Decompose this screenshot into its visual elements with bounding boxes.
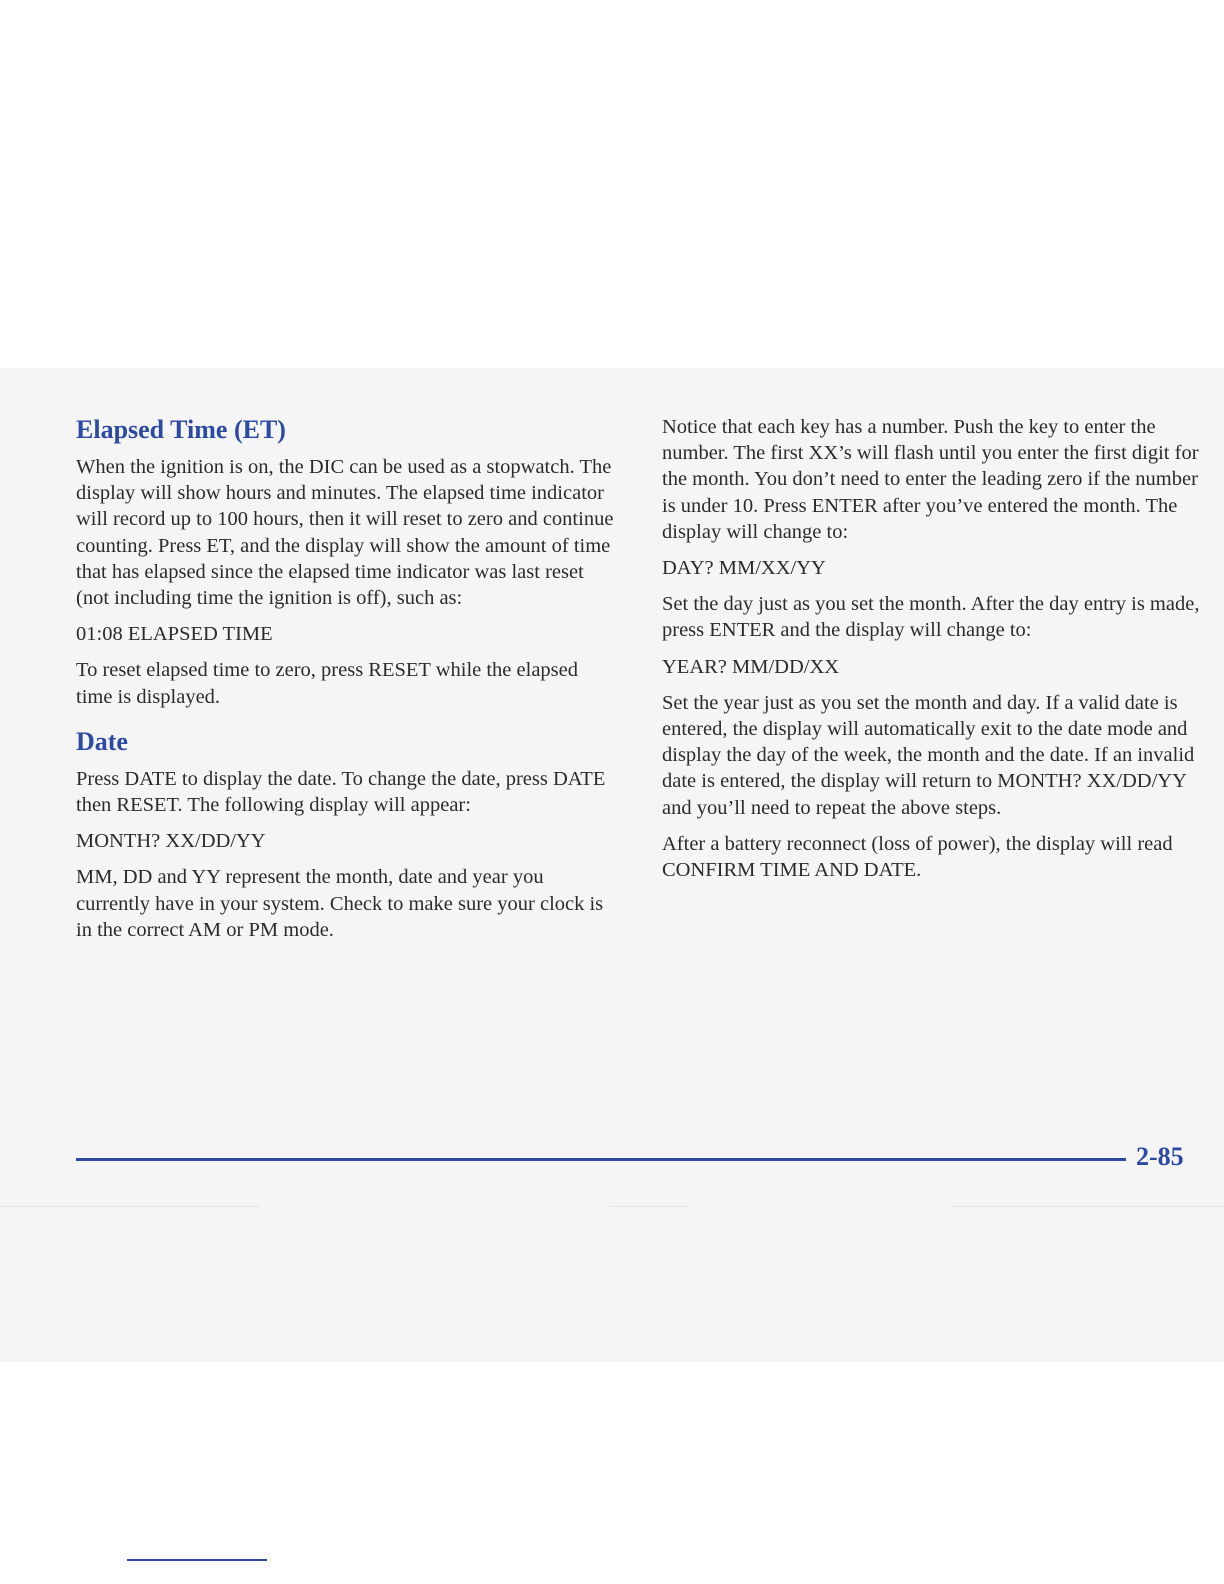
month-display-example: MONTH? XX/DD/YY (76, 830, 266, 853)
faint-rule-right (950, 1206, 1224, 1207)
right-column (662, 414, 1212, 893)
day-display-example: DAY? MM/XX/YY (662, 557, 826, 580)
date-instruction: Press DATE to display the date. To change the date, press DATE then RESET. The following display will appear: (76, 767, 606, 817)
battery-reconnect-note: After a battery reconnect (loss of power), the display will read CONFIRM TIME AND DATE. (662, 832, 1173, 882)
heading-elapsed-time: Elapsed Time (ET) (76, 415, 286, 444)
year-entry-instruction: Set the year just as you set the month and day. If a valid date is entered, the display will automatically exit to the date mode and display the day of the week, the month and the date. If an invalid date is entered, the display will return to MONTH? XX/DD/YY and you’ll need to repeat the above steps. (662, 691, 1195, 819)
faint-rule-left (0, 1206, 260, 1207)
faint-rule-middle (610, 1206, 690, 1207)
heading-date: Date (76, 726, 128, 756)
day-entry-instruction: Set the day just as you set the month. After the day entry is made, press ENTER and the display will change to: (662, 593, 1200, 642)
bottom-mark (127, 1559, 267, 1561)
year-display-example: YEAR? MM/DD/XX (662, 655, 840, 678)
reset-elapsed-time-instruction: To reset elapsed time to zero, press RESET while the elapsed time is displayed. (76, 659, 578, 708)
elapsed-time-display-example: 01:08 ELAPSED TIME (76, 623, 273, 646)
left-column (76, 414, 616, 953)
footer-rule (76, 1158, 1126, 1161)
date-format-explanation: MM, DD and YY represent the month, date and year you currently have in your system. Check to make sure your clock is in the correct AM or PM mode. (76, 866, 604, 941)
key-entry-instruction: Notice that each key has a number. Push the key to enter the number. The first XX’s will flash until you enter the first digit for the month. You don’t need to enter the leading zero if the number is under 10. Press ENTER after you’ve entered the month. The display will change to: (662, 416, 1199, 543)
page-number: 2-85 (1136, 1142, 1184, 1171)
elapsed-time-description: When the ignition is on, the DIC can be used as a stopwatch. The display will show hours and minutes. The elapsed time indicator will record up to 100 hours, then it will reset to zero and continue counting. Press ET, and the display will show the amount of time that has elapsed since the elapsed time indicator was last reset (not including time the ignition is off), such as: (76, 456, 614, 610)
